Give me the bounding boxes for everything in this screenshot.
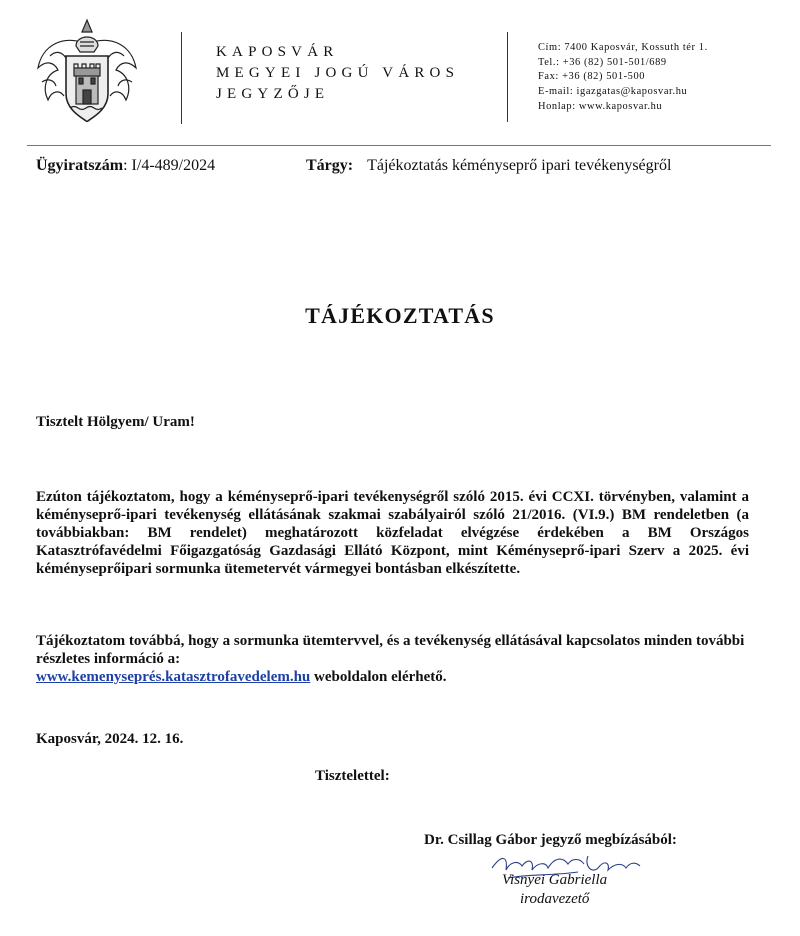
subject-label: Tárgy:: [306, 157, 354, 174]
place-and-date: Kaposvár, 2024. 12. 16.: [36, 731, 184, 747]
contact-email: E-mail: igazgatas@kaposvar.hu: [538, 86, 688, 98]
paragraph-2-after: weboldalon elérhető.: [310, 669, 447, 685]
issuer-line: JEGYZŐJE: [216, 86, 330, 102]
contact-address: Cím: 7400 Kaposvár, Kossuth tér 1.: [538, 42, 708, 53]
subject-value: Tájékoztatás kéményseprő ipari tevékenységről: [367, 157, 672, 174]
paragraph-2-text: Tájékoztatom továbbá, hogy a sormunka ütemtervvel, és a tevékenység ellátásával kapcsolatos minden további részletes információ a:: [36, 633, 745, 667]
signer-role: irodavezető: [520, 891, 590, 907]
header-rule: [27, 145, 771, 146]
document-title: TÁJÉKOZTATÁS: [305, 303, 495, 328]
salutation: Tisztelt Hölgyem/ Uram!: [36, 414, 195, 430]
signing-authority: Dr. Csillag Gábor jegyző megbízásából:: [424, 832, 677, 848]
issuer-name: [216, 42, 459, 105]
city-coat-of-arms-icon: [32, 16, 142, 128]
signer-name: Visnyei Gabriella: [502, 872, 608, 888]
chimney-sweep-website-link[interactable]: www.kemenyseprés.katasztrofavedelem.hu: [36, 669, 311, 685]
contact-fax: Fax: +36 (82) 501-500: [538, 71, 646, 83]
header-divider-left: [181, 32, 182, 124]
file-number-value: : I/4-489/2024: [123, 157, 216, 174]
header-divider-right: [507, 32, 508, 122]
subject-line: [306, 157, 671, 175]
contact-block: [538, 41, 708, 115]
issuer-line: MEGYEI JOGÚ VÁROS: [216, 65, 460, 81]
file-number-label: Ügyiratszám: [36, 157, 124, 174]
contact-website: Honlap: www.kaposvar.hu: [538, 100, 663, 112]
closing-regards: Tisztelettel:: [315, 768, 390, 784]
body-paragraph-1: Ezúton tájékoztatom, hogy a kéményseprő-ipari tevékenységről szóló 2015. évi CCXI. törvényben, valamint a kéményseprő-ipari tevékenység ellátásának szakmai szabályairól szóló 21/2016. (VI.9.) BM rendeletben (a továbbiakban: BM rendelet) meghatározott közfeladat elvégzése érdekében a BM Országos Katasztrófavédelmi Főigazgatóság Gazdasági Ellátó Központ, mint Kéményseprő-ipari Szerv a 2025. évi kéményseprőipari sormunka ütemetervét vármegyei bontásban elkészítette.: [36, 489, 749, 577]
file-number: [36, 157, 215, 175]
issuer-line: KAPOSVÁR: [216, 44, 339, 60]
contact-phone: Tel.: +36 (82) 501-501/689: [538, 56, 667, 68]
body-paragraph-2: [36, 632, 749, 686]
